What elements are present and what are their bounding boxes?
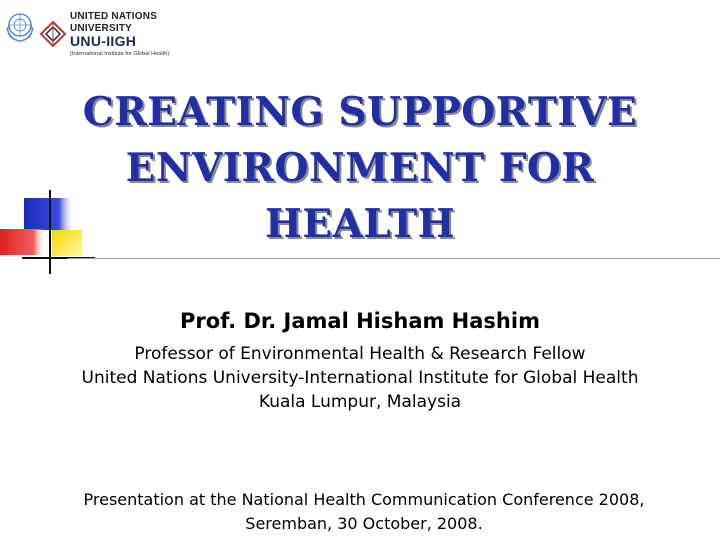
unu-logo-icon bbox=[39, 20, 67, 48]
title-line-1: CREATING SUPPORTIVE bbox=[82, 89, 638, 135]
title-divider bbox=[68, 258, 720, 259]
logo-line-unu-iigh: UNU-IIGH bbox=[70, 33, 137, 49]
title-line-3: HEALTH bbox=[265, 201, 455, 247]
logo-line-un: UNITED NATIONS bbox=[70, 11, 158, 22]
event-line-2: Seremban, 30 October, 2008. bbox=[245, 514, 483, 533]
affiliation-line-1: Professor of Environmental Health & Research Fellow bbox=[134, 344, 586, 364]
event-line-1: Presentation at the National Health Communication Conference 2008, bbox=[83, 490, 645, 509]
affiliation-line-3: Kuala Lumpur, Malaysia bbox=[258, 392, 462, 412]
affiliation-block bbox=[0, 342, 720, 414]
logo-line-university: UNIVERSITY bbox=[70, 23, 133, 34]
title-line-2: ENVIRONMENT FOR bbox=[125, 145, 595, 191]
presenter-name: Prof. Dr. Jamal Hisham Hashim bbox=[180, 309, 540, 333]
slide-title bbox=[70, 84, 650, 252]
event-info bbox=[0, 488, 720, 536]
unu-iigh-logo bbox=[0, 0, 190, 66]
affiliation-line-2: United Nations University-International Institute for Global Health bbox=[81, 368, 639, 388]
logo-line-institute: (International Institute for Global Health) bbox=[70, 51, 170, 57]
un-emblem-icon bbox=[2, 8, 38, 44]
